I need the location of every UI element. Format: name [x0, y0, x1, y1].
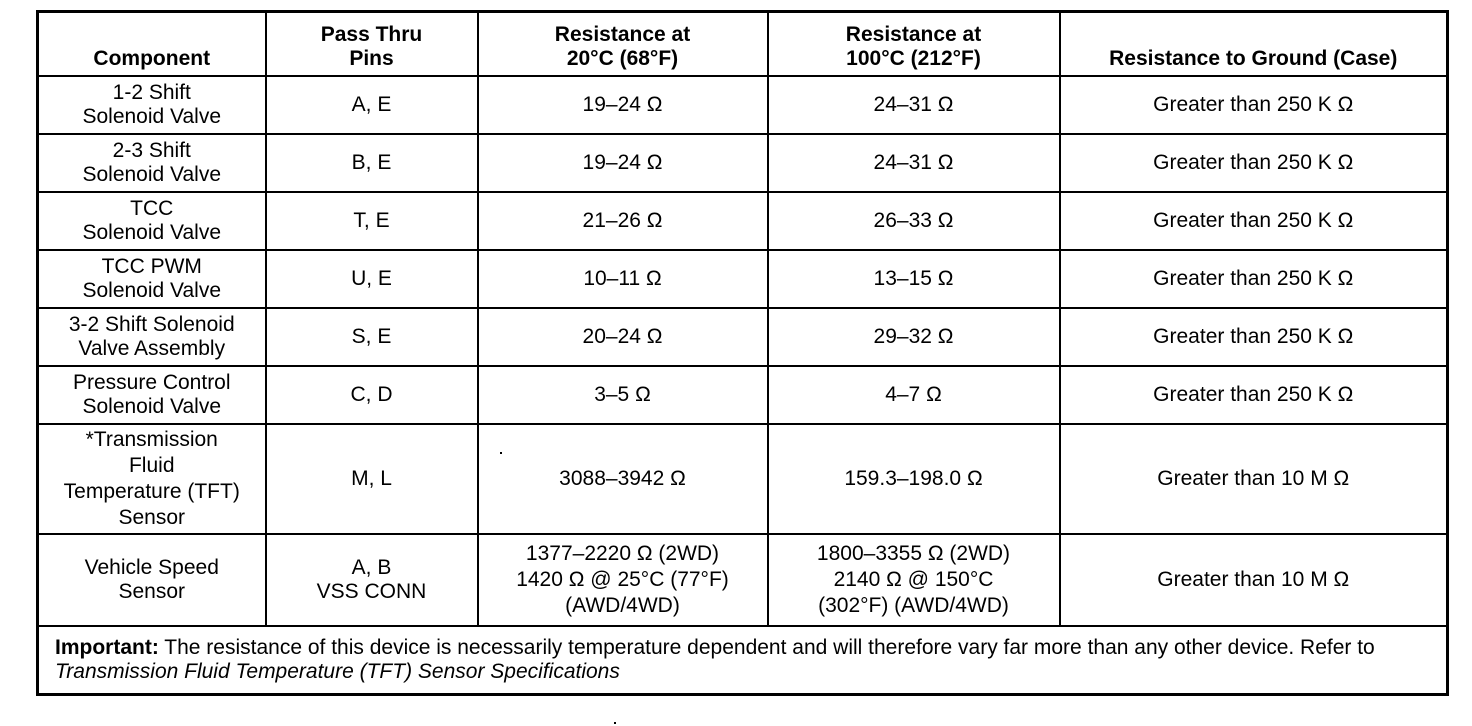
- header-resistance-20c: [478, 12, 768, 77]
- resistance-20c-cell: [478, 134, 768, 192]
- component-cell: [38, 366, 266, 424]
- cell-text-line: Solenoid Valve: [82, 163, 222, 186]
- cell-text-line: Greater than 10 M Ω: [1157, 568, 1350, 591]
- cell-text-line: S, E: [351, 325, 392, 348]
- cell-text-line: B, E: [351, 151, 392, 174]
- resistance-20c-cell: [478, 424, 768, 534]
- table-row: [38, 534, 1448, 626]
- resistance-100c-cell: [768, 534, 1060, 626]
- cell-text-line: TCC PWM: [101, 255, 202, 278]
- pins-cell: [266, 366, 478, 424]
- header-resistance-100c: [768, 12, 1060, 77]
- table-row: [38, 250, 1448, 308]
- component-cell: [38, 308, 266, 366]
- cell-text-line: Solenoid Valve: [82, 105, 222, 128]
- cell-text-line: Greater than 250 K Ω: [1153, 383, 1354, 406]
- header-text-line: Component: [93, 47, 211, 70]
- ground-resistance-cell: [1060, 534, 1448, 626]
- resistance-20c-cell: [478, 366, 768, 424]
- cell-text-line: 29–32 Ω: [873, 325, 954, 348]
- note-row: [38, 626, 1448, 695]
- cell-text-line: Greater than 250 K Ω: [1153, 267, 1354, 290]
- component-cell: [38, 534, 266, 626]
- resistance-100c-cell: [768, 192, 1060, 250]
- component-cell: [38, 424, 266, 534]
- resistance-100c-cell: [768, 76, 1060, 134]
- cell-text-line: *Transmission: [85, 428, 218, 451]
- cell-text-line: 2-3 Shift: [112, 139, 191, 162]
- header-text-line: Pins: [349, 47, 394, 70]
- component-cell: [38, 192, 266, 250]
- pins-cell: [266, 534, 478, 626]
- component-cell: [38, 76, 266, 134]
- cell-text-line: C, D: [350, 383, 393, 406]
- resistance-100c-cell: [768, 424, 1060, 534]
- cell-text-line: 20–24 Ω: [582, 325, 663, 348]
- cell-text-line: 2140 Ω @ 150°C: [833, 568, 994, 591]
- cell-text-line: (302°F) (AWD/4WD): [818, 594, 1009, 617]
- cell-text-line: 3088–3942 Ω: [559, 467, 686, 490]
- scan-speck: [614, 722, 616, 724]
- ground-resistance-cell: [1060, 192, 1448, 250]
- cell-text-line: TCC: [130, 197, 174, 220]
- cell-text-line: Sensor: [118, 506, 186, 529]
- cell-text-line: Solenoid Valve: [82, 221, 222, 244]
- ground-resistance-cell: [1060, 250, 1448, 308]
- cell-text-line: Valve Assembly: [78, 337, 226, 360]
- cell-text-line: Solenoid Valve: [82, 279, 222, 302]
- pins-cell: [266, 250, 478, 308]
- cell-text-line: 1377–2220 Ω (2WD): [525, 542, 720, 565]
- cell-text-line: 24–31 Ω: [873, 93, 954, 116]
- pins-cell: [266, 76, 478, 134]
- cell-text-line: 4–7 Ω: [885, 383, 942, 406]
- table-row: [38, 134, 1448, 192]
- resistance-20c-cell: [478, 76, 768, 134]
- cell-text-line: Sensor: [118, 580, 186, 603]
- cell-text-line: M, L: [351, 467, 392, 490]
- ground-resistance-cell: [1060, 424, 1448, 534]
- resistance-100c-cell: [768, 134, 1060, 192]
- resistance-20c-cell: [478, 250, 768, 308]
- component-cell: [38, 250, 266, 308]
- header-text-line: Resistance to Ground (Case): [1109, 47, 1398, 70]
- cell-text-line: U, E: [351, 267, 392, 290]
- ground-resistance-cell: [1060, 76, 1448, 134]
- resistance-100c-cell: [768, 308, 1060, 366]
- header-text-line: Resistance at: [554, 23, 691, 46]
- cell-text-line: Fluid: [128, 454, 175, 477]
- cell-text-line: 10–11 Ω: [583, 267, 662, 290]
- scan-speck: [500, 452, 502, 454]
- cell-text-line: 21–26 Ω: [582, 209, 663, 232]
- cell-text-line: Greater than 250 K Ω: [1153, 93, 1354, 116]
- cell-text-line: Greater than 10 M Ω: [1157, 467, 1350, 490]
- cell-text-line: Vehicle Speed: [84, 556, 219, 579]
- pins-cell: [266, 424, 478, 534]
- resistance-20c-cell: [478, 308, 768, 366]
- cell-text-line: Solenoid Valve: [82, 395, 222, 418]
- note-text: The resistance of this device is necessarily temperature dependent and will therefore vary far more than any other device. Refer to: [158, 636, 1375, 659]
- header-text-line: Resistance at: [845, 23, 982, 46]
- note-reference: Transmission Fluid Temperature (TFT) Sensor Specifications: [55, 660, 620, 683]
- cell-text-line: 24–31 Ω: [873, 151, 954, 174]
- cell-text-line: 26–33 Ω: [873, 209, 954, 232]
- header-pass-thru-pins: [266, 12, 478, 77]
- component-cell: [38, 134, 266, 192]
- header-row: [38, 12, 1448, 77]
- ground-resistance-cell: [1060, 134, 1448, 192]
- cell-text-line: 13–15 Ω: [873, 267, 954, 290]
- resistance-100c-cell: [768, 366, 1060, 424]
- table-body: [38, 76, 1448, 626]
- note-label: Important:: [55, 636, 159, 659]
- table-row: [38, 76, 1448, 134]
- pins-cell: [266, 134, 478, 192]
- cell-text-line: A, B: [351, 556, 392, 579]
- cell-text-line: Greater than 250 K Ω: [1153, 209, 1354, 232]
- cell-text-line: 19–24 Ω: [582, 93, 663, 116]
- cell-text-line: 1-2 Shift: [112, 81, 191, 104]
- header-component: [38, 12, 266, 77]
- important-note: [38, 626, 1448, 695]
- cell-text-line: Greater than 250 K Ω: [1153, 151, 1354, 174]
- cell-text-line: 3-2 Shift Solenoid: [68, 313, 235, 336]
- cell-text-line: 19–24 Ω: [582, 151, 663, 174]
- ground-resistance-cell: [1060, 366, 1448, 424]
- resistance-20c-cell: [478, 192, 768, 250]
- header-text-line: Pass Thru: [320, 23, 423, 46]
- pins-cell: [266, 308, 478, 366]
- cell-text-line: T, E: [353, 209, 390, 232]
- header-resistance-to-ground: [1060, 12, 1448, 77]
- cell-text-line: 1420 Ω @ 25°C (77°F): [516, 568, 729, 591]
- cell-text-line: Greater than 250 K Ω: [1153, 325, 1354, 348]
- cell-text-line: Temperature (TFT): [63, 480, 240, 503]
- cell-text-line: 1800–3355 Ω (2WD): [816, 542, 1011, 565]
- table-row: [38, 192, 1448, 250]
- resistance-100c-cell: [768, 250, 1060, 308]
- pins-cell: [266, 192, 478, 250]
- header-text-line: 20°C (68°F): [566, 47, 679, 70]
- table-row: [38, 424, 1448, 534]
- ground-resistance-cell: [1060, 308, 1448, 366]
- resistance-spec-table: [36, 10, 1449, 696]
- table-row: [38, 366, 1448, 424]
- table-row: [38, 308, 1448, 366]
- cell-text-line: Pressure Control: [72, 371, 231, 394]
- cell-text-line: (AWD/4WD): [565, 594, 680, 617]
- cell-text-line: 3–5 Ω: [594, 383, 651, 406]
- cell-text-line: 159.3–198.0 Ω: [844, 467, 983, 490]
- resistance-20c-cell: [478, 534, 768, 626]
- cell-text-line: A, E: [351, 93, 392, 116]
- header-text-line: 100°C (212°F): [846, 47, 981, 70]
- cell-text-line: VSS CONN: [316, 580, 427, 603]
